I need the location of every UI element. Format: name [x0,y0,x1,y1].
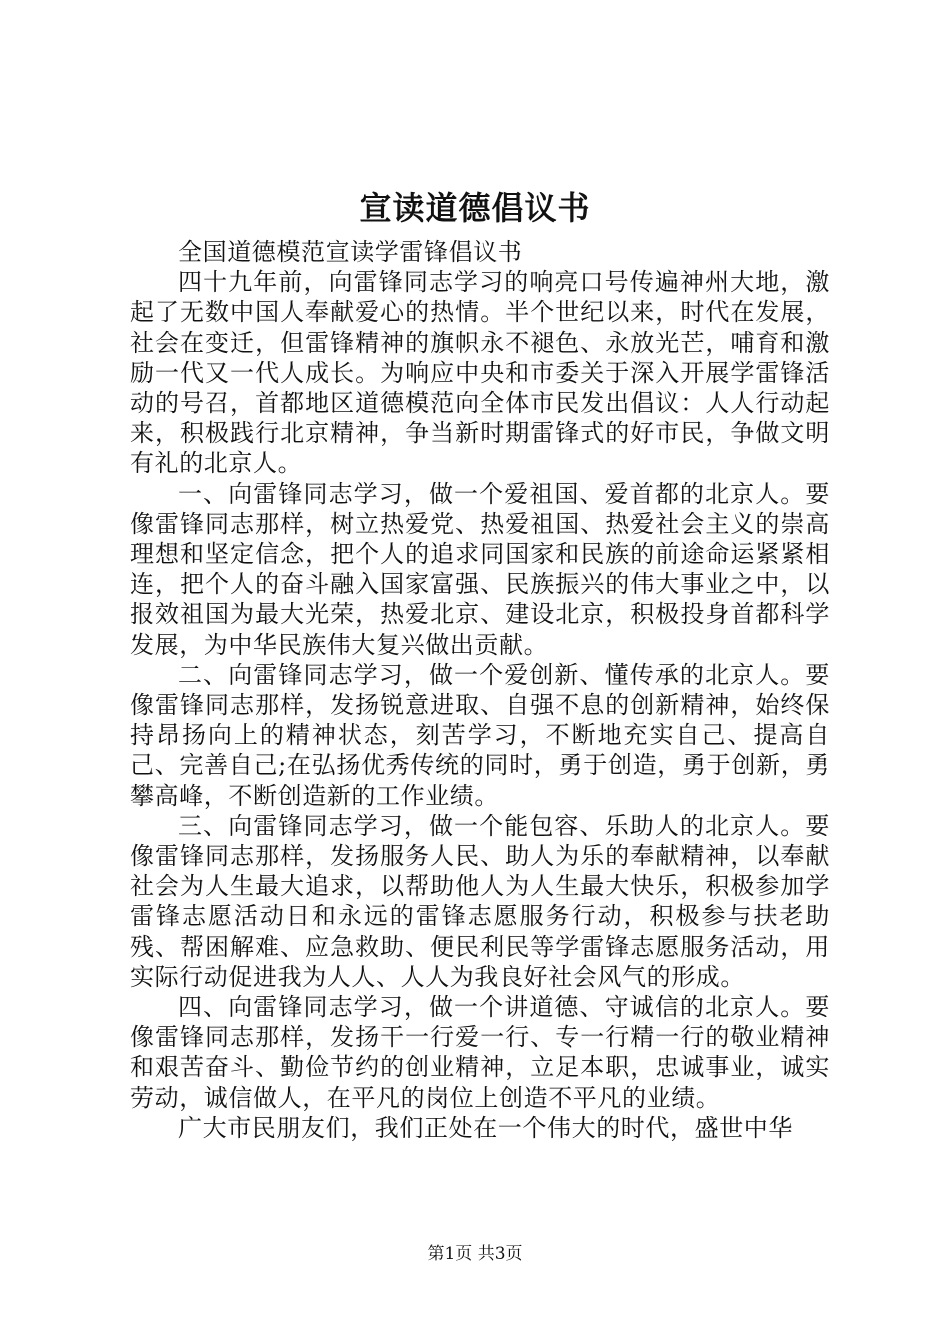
page-number-footer: 第1页 共3页 [427,1244,523,1264]
document-body [130,237,830,1143]
paragraph-point-1: 一、向雷锋同志学习，做一个爱祖国、爱首都的北京人。要像雷锋同志那样，树立热爱党、热爱祖国、热爱社会主义的崇高理想和坚定信念，把个人的追求同国家和民族的前途命运紧紧相连，把个人的奋斗融入国家富强、民族振兴的伟大事业之中，以报效祖国为最大光荣，热爱北京、建设北京，积极投身首都科学发展，为中华民族伟大复兴做出贡献。 [130,479,830,659]
paragraph-point-2: 二、向雷锋同志学习，做一个爱创新、懂传承的北京人。要像雷锋同志那样，发扬锐意进取、自强不息的创新精神，始终保持昂扬向上的精神状态，刻苦学习，不断地充实自己、提高自己、完善自己;在弘扬优秀传统的同时，勇于创造，勇于创新，勇攀高峰，不断创造新的工作业绩。 [130,660,830,810]
paragraph-closing: 广大市民朋友们，我们正处在一个伟大的时代，盛世中华 [178,1113,793,1142]
paragraph-intro: 四十九年前，向雷锋同志学习的响亮口号传遍神州大地，激起了无数中国人奉献爱心的热情。半个世纪以来，时代在发展，社会在变迁，但雷锋精神的旗帜永不褪色、永放光芒，哺育和激励一代又一代人成长。为响应中央和市委关于深入开展学雷锋活动的号召，首都地区道德模范向全体市民发出倡议：人人行动起来，积极践行北京精神，争当新时期雷锋式的好市民，争做文明有礼的北京人。 [130,268,830,478]
document-title: 宣读道德倡议书 [359,189,591,227]
paragraph-subtitle: 全国道德模范宣读学雷锋倡议书 [178,238,523,266]
paragraph-point-4: 四、向雷锋同志学习，做一个讲道德、守诚信的北京人。要像雷锋同志那样，发扬干一行爱一行、专一行精一行的敬业精神和艰苦奋斗、勤俭节约的创业精神，立足本职，忠诚事业，诚实劳动，诚信做人，在平凡的岗位上创造不平凡的业绩。 [130,993,830,1112]
paragraph-point-3: 三、向雷锋同志学习，做一个能包容、乐助人的北京人。要像雷锋同志那样，发扬服务人民、助人为乐的奉献精神，以奉献社会为人生最大追求，以帮助他人为人生最大快乐，积极参加学雷锋志愿活动日和永远的雷锋志愿服务行动，积极参与扶老助残、帮困解难、应急救助、便民利民等学雷锋志愿服务活动，用实际行动促进我为人人、人人为我良好社会风气的形成。 [130,811,830,991]
